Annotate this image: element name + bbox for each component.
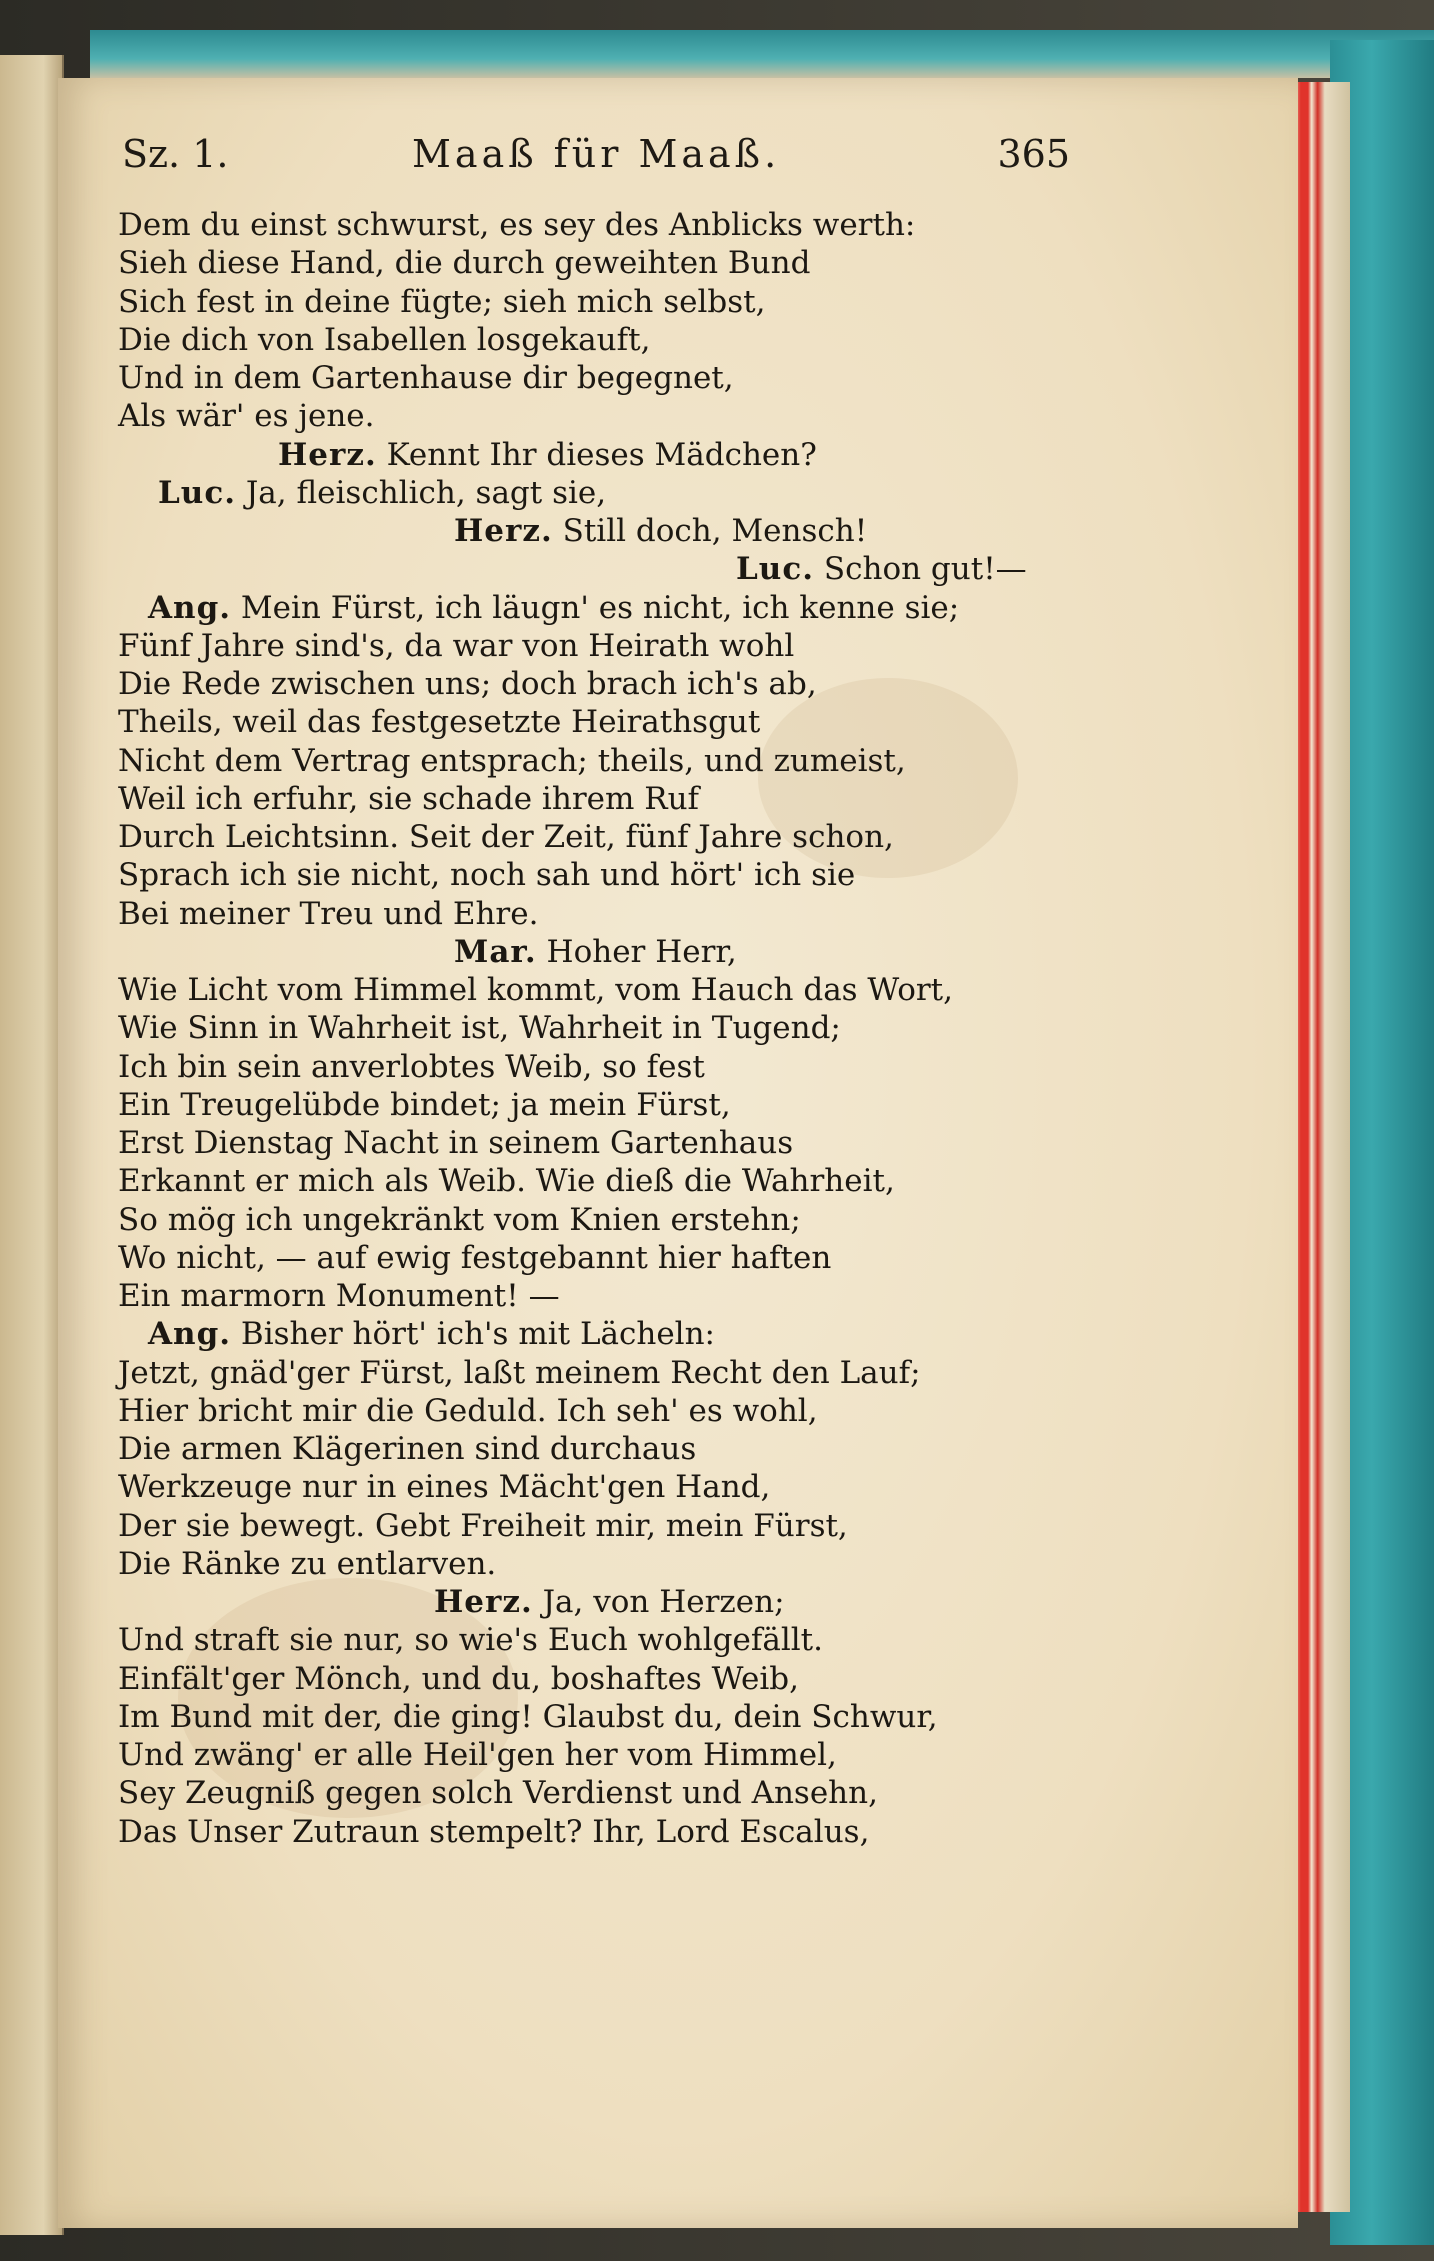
verse-line	[118, 1392, 1098, 1430]
verse-line	[118, 1698, 1098, 1736]
verse-line	[118, 742, 1098, 780]
line-text: Werkzeuge nur in eines Mächt'gen Hand,	[118, 1469, 771, 1506]
line-text: Kennt Ihr dieses Mädchen?	[386, 436, 817, 473]
verse-line	[118, 1009, 1098, 1047]
verse-line	[118, 397, 1098, 435]
speaker-name: Luc.	[158, 474, 237, 511]
line-text: Die Ränke zu entlarven.	[118, 1545, 497, 1582]
line-text: Ein marmorn Monument! —	[118, 1278, 560, 1314]
verse-line	[118, 206, 1098, 244]
line-text: Und straft sie nur, so wie's Euch wohlgefällt.	[118, 1622, 823, 1659]
verse-line	[118, 627, 1098, 665]
verse-line	[118, 665, 1098, 703]
line-text: Hier bricht mir die Geduld. Ich seh' es wohl,	[118, 1392, 818, 1429]
verse-line	[118, 1813, 1098, 1851]
line-text: Ich bin sein anverlobtes Weib, so fest	[118, 1048, 705, 1085]
line-text: Im Bund mit der, die ging! Glaubst du, dein Schwur,	[118, 1698, 938, 1735]
line-text: Das Unser Zutraun stempelt? Ihr, Lord Escalus,	[118, 1813, 870, 1850]
verse-line	[118, 1545, 1098, 1583]
verse-line	[118, 780, 1098, 818]
speaker-name: Herz.	[278, 436, 377, 473]
line-text: Fünf Jahre sind's, da war von Heirath wohl	[118, 627, 795, 664]
line-text: Sey Zeugniß gegen solch Verdienst und Ansehn,	[118, 1775, 878, 1812]
speaker-name: Herz.	[434, 1584, 533, 1620]
verse-line	[118, 1162, 1098, 1200]
verse-line	[118, 550, 1098, 588]
verse-line	[118, 1736, 1098, 1774]
verse-line	[118, 589, 1098, 627]
line-text: Sprach ich sie nicht, noch sah und hört' ich sie	[118, 857, 856, 894]
book-title: Maaß für Maaß.	[412, 132, 781, 176]
verse-line	[118, 283, 1098, 321]
line-text: Bei meiner Treu und Ehre.	[118, 895, 539, 932]
speaker-name: Herz.	[454, 513, 553, 549]
line-text: So mög ich ungekränkt vom Knien erstehn;	[118, 1201, 801, 1238]
line-text: Schon gut!—	[823, 551, 1027, 588]
line-text: Erst Dienstag Nacht in seinem Gartenhaus	[118, 1125, 794, 1161]
verse-line	[118, 1354, 1098, 1392]
verse-line	[118, 359, 1098, 397]
page-edges-red	[1290, 82, 1350, 2212]
speaker-name: Ang.	[148, 589, 232, 626]
line-text: Nicht dem Vertrag entsprach; theils, und zumeist,	[118, 742, 906, 779]
verse-line	[118, 512, 1098, 550]
verse-line	[118, 856, 1098, 894]
line-text: Sieh diese Hand, die durch geweihten Bund	[118, 245, 811, 282]
line-text: Theils, weil das festgesetzte Heirathsgut	[118, 704, 761, 741]
line-text: Einfält'ger Mönch, und du, boshaftes Weib,	[118, 1660, 799, 1697]
verse-line	[118, 244, 1098, 282]
verse-line	[118, 1201, 1098, 1239]
line-text: Wie Licht vom Himmel kommt, vom Hauch das Wort,	[118, 972, 953, 1008]
line-text: Ein Treugelübde bindet; ja mein Fürst,	[118, 1086, 731, 1123]
line-text: Jetzt, gnäd'ger Fürst, laßt meinem Recht den Lauf;	[118, 1354, 921, 1391]
verse-line	[118, 1124, 1098, 1162]
verse-line	[118, 703, 1098, 741]
line-text: Sich fest in deine fügte; sieh mich selbst,	[118, 283, 766, 320]
line-text: Hoher Herr,	[546, 933, 737, 970]
verse-line	[118, 1660, 1098, 1698]
line-text: Bisher hört' ich's mit Lächeln:	[240, 1316, 716, 1353]
line-text: Und zwäng' er alle Heil'gen her vom Himmel,	[118, 1737, 837, 1773]
verse-line	[118, 474, 1098, 512]
verse-line	[118, 1239, 1098, 1277]
verse-line	[118, 1774, 1098, 1812]
line-text: Wie Sinn in Wahrheit ist, Wahrheit in Tugend;	[118, 1010, 841, 1047]
verse-line	[118, 1507, 1098, 1545]
line-text: Durch Leichtsinn. Seit der Zeit, fünf Jahre schon,	[118, 819, 894, 855]
line-text: Die Rede zwischen uns; doch brach ich's ab,	[118, 666, 817, 702]
line-text: Still doch, Mensch!	[562, 513, 868, 549]
book-cover-top	[90, 30, 1434, 78]
verse-line	[118, 895, 1098, 933]
left-page-edge	[0, 55, 64, 2235]
verse-line	[118, 971, 1098, 1009]
running-head	[60, 132, 1070, 192]
verse-text	[118, 206, 1098, 1851]
line-text: Und in dem Gartenhause dir begegnet,	[118, 360, 734, 396]
line-text: Weil ich erfuhr, sie schade ihrem Ruf	[118, 780, 700, 817]
verse-line	[118, 1086, 1098, 1124]
page-number: 365	[997, 132, 1070, 176]
line-text: Dem du einst schwurst, es sey des Anblicks werth:	[118, 207, 916, 243]
scene-number: Sz. 1.	[122, 132, 229, 176]
line-text: Die armen Klägerinen sind durchaus	[118, 1431, 697, 1467]
line-text: Erkannt er mich als Weib. Wie dieß die Wahrheit,	[118, 1163, 895, 1200]
speaker-name: Ang.	[148, 1316, 232, 1353]
verse-line	[118, 1315, 1098, 1353]
verse-line	[118, 321, 1098, 359]
line-text: Als wär' es jene.	[118, 398, 375, 435]
verse-line	[118, 1277, 1098, 1315]
verse-line	[118, 818, 1098, 856]
verse-line	[118, 1048, 1098, 1086]
line-text: Ja, von Herzen;	[542, 1584, 785, 1620]
line-text: Ja, fleischlich, sagt sie,	[245, 474, 607, 511]
verse-line	[118, 1583, 1098, 1621]
line-text: Der sie bewegt. Gebt Freiheit mir, mein Fürst,	[118, 1507, 848, 1544]
speaker-name: Luc.	[736, 551, 815, 588]
line-text: Mein Fürst, ich läugn' es nicht, ich kenne sie;	[240, 589, 960, 626]
verse-line	[118, 1430, 1098, 1468]
verse-line	[118, 436, 1098, 474]
line-text: Wo nicht, — auf ewig festgebannt hier haften	[118, 1239, 832, 1276]
speaker-name: Mar.	[454, 933, 537, 970]
line-text: Die dich von Isabellen losgekauft,	[118, 321, 651, 358]
verse-line	[118, 1468, 1098, 1506]
verse-line	[118, 1621, 1098, 1659]
verse-line	[118, 933, 1098, 971]
